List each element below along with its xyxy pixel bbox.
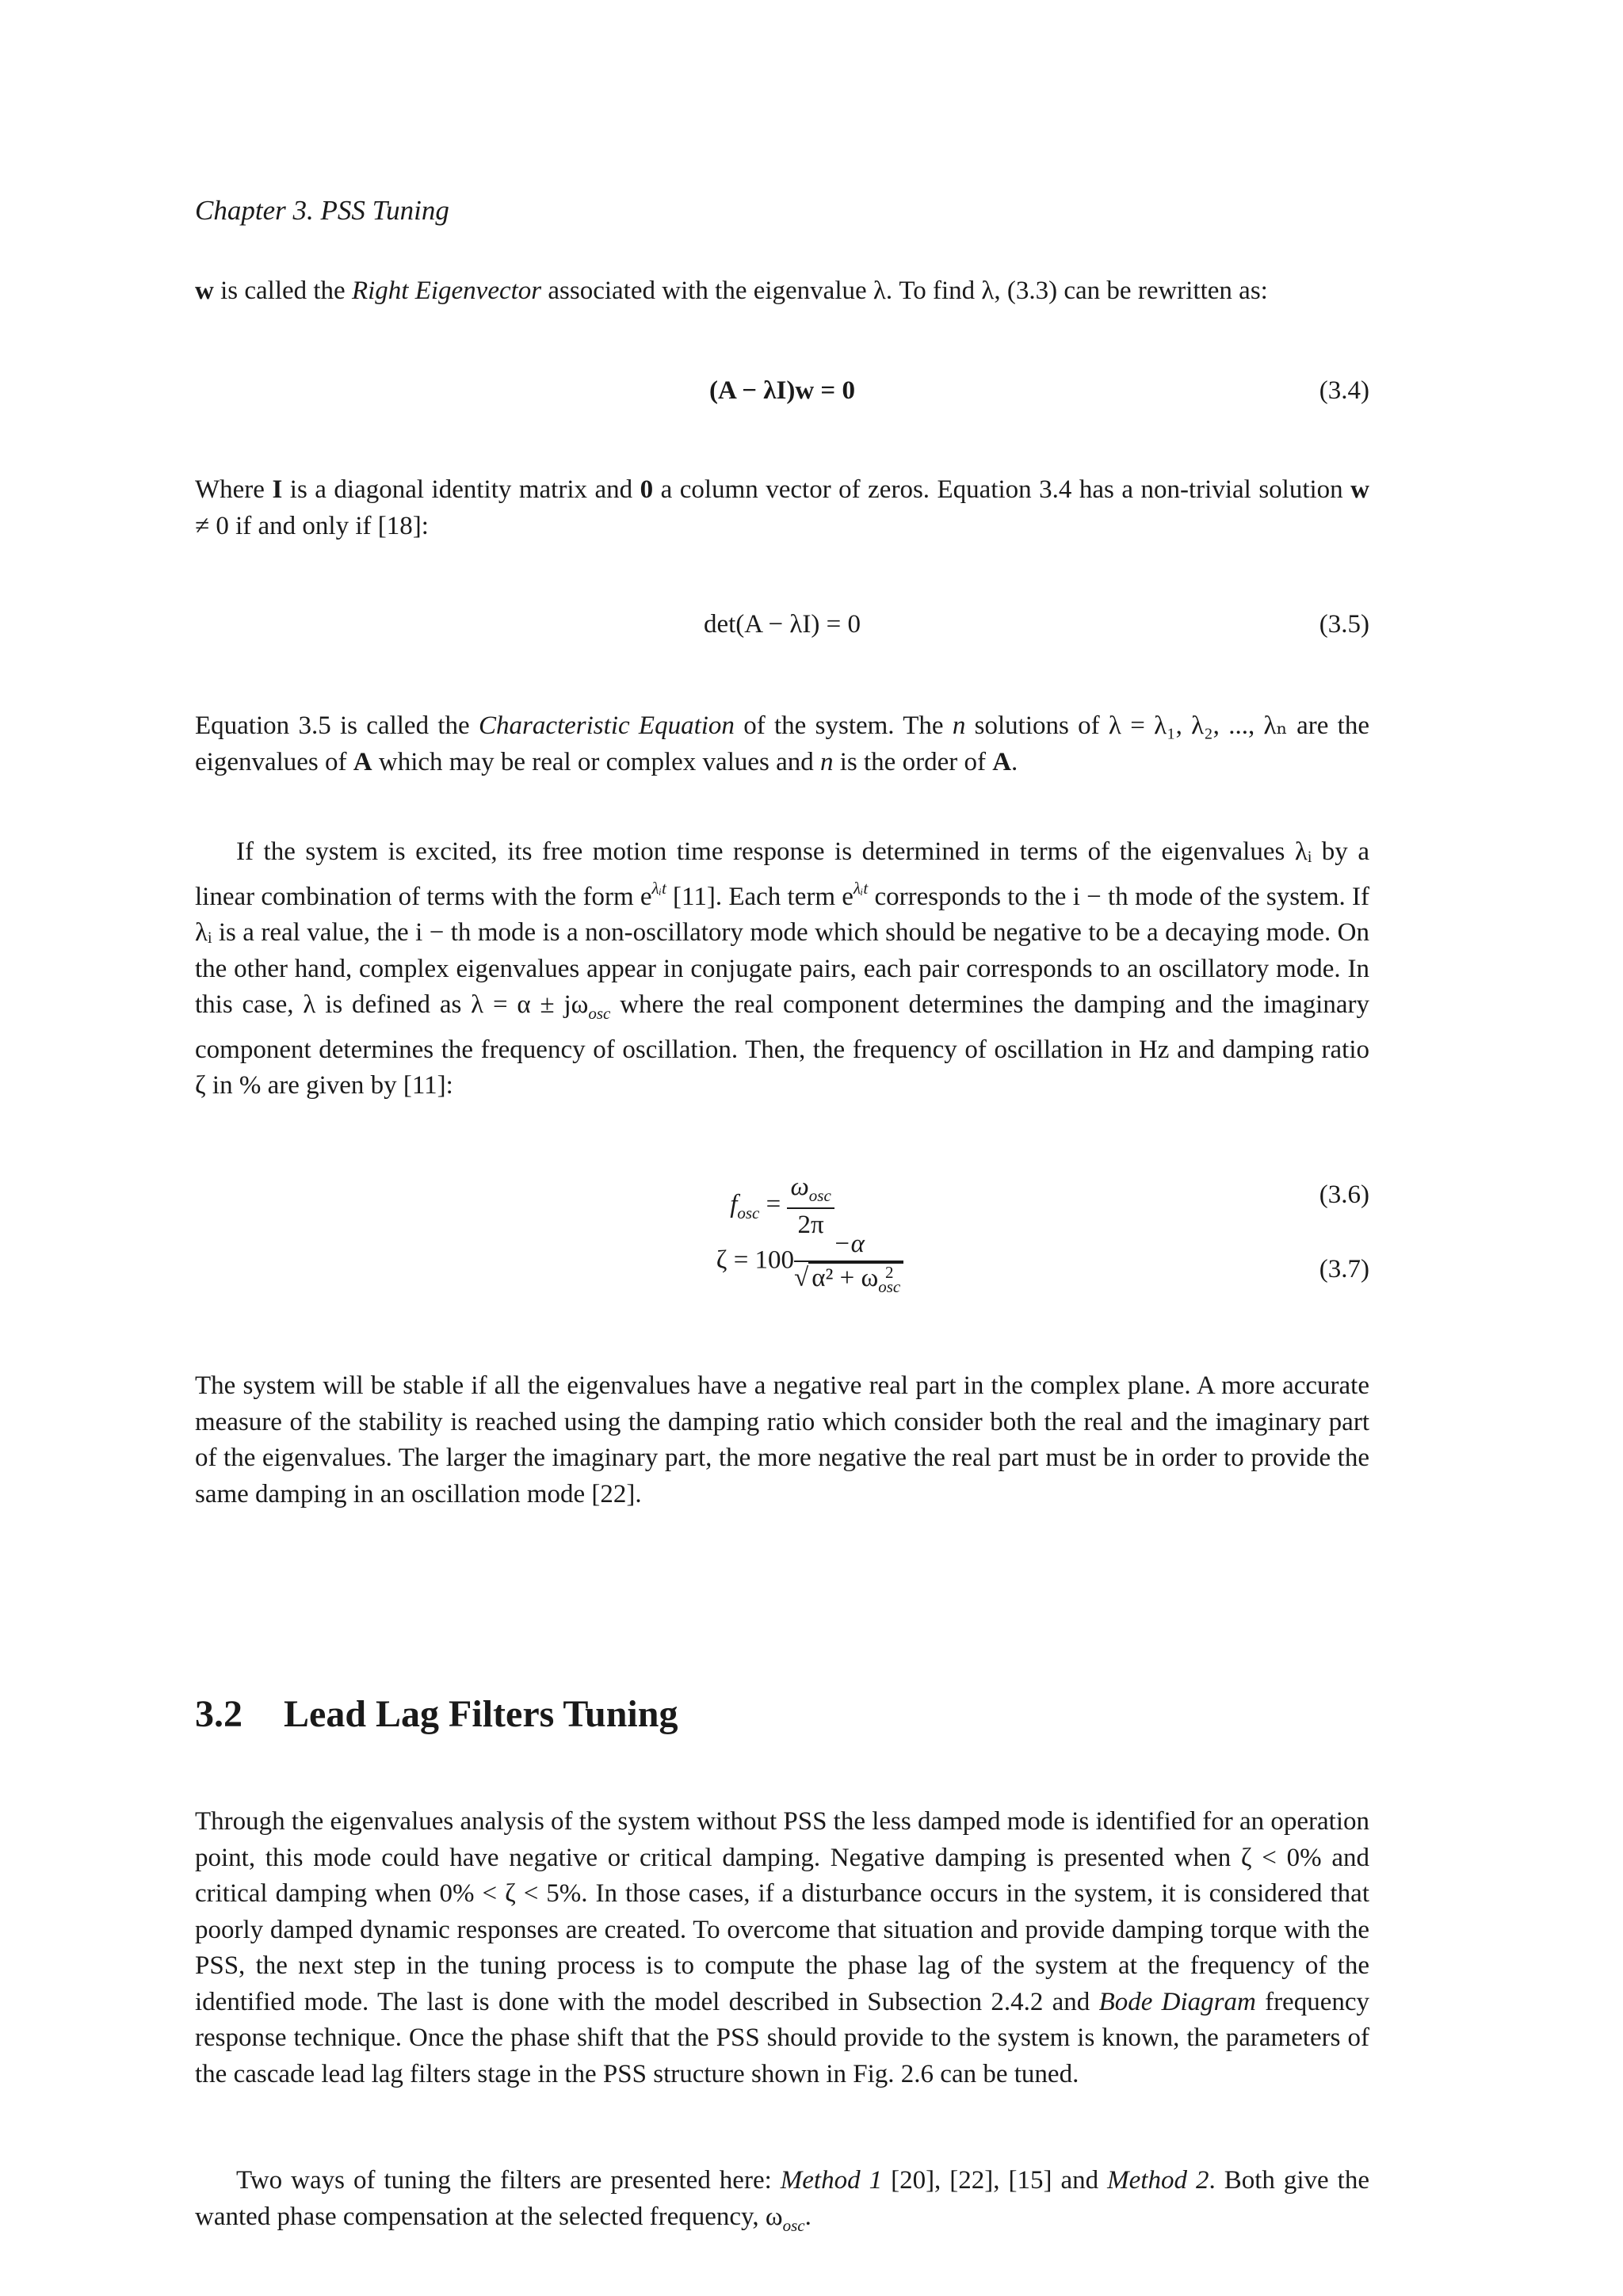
paragraph-eigenvalue-analysis: Through the eigenvalues analysis of the system without PSS the less damped mode is identified for an operation point, this mode could have negative or critical damping. Negative damping is presented when ζ < 0% and critical damping when 0% < ζ < 5%. In those cases, if a disturbance occurs in the system, it is considered that poorly damped dynamic responses are created. To overcome that situation and provide damping torque with the PSS, the next step in the tuning process is to compute the phase lag of the system at the frequency of the identified mode. The last is done with the model described in Subsection 2.4.2 and Bode Diagram frequency response technique. Once the phase shift that the PSS should provide to the system is known, the parameters of the cascade lead lag filters stage in the PSS structure shown in Fig. 2.6 can be tuned.: [195, 1807, 1370, 2088]
equation-number: (3.7): [1319, 1255, 1369, 1283]
running-head: Chapter 3. PSS Tuning: [195, 195, 449, 226]
paragraph-characteristic-equation: Equation 3.5 is called the Characteristic Equation of the system. The n solutions of λ = λ₁, λ₂, ..., λₙ are the eigenvalues of A which may be real or complex values and n is the order of A.: [195, 711, 1369, 776]
equation-number: (3.4): [1319, 376, 1369, 405]
fraction: $\frac{\omega_{osc}}{2\pi}$: [787, 1173, 834, 1240]
paragraph-right-eigenvector: w is called the Right Eigenvector associated with the eigenvalue λ. To find λ, (3.3) can be rewritten as:: [195, 277, 1268, 305]
paragraph-identity-matrix: Where I is a diagonal identity matrix and 0 a column vector of zeros. Equation 3.4 has a non-trivial solution w ≠ 0 if and only if [18]:: [195, 475, 1369, 540]
equation-body: (A − λI)w = 0: [709, 376, 855, 405]
equation-number: (3.5): [1319, 610, 1369, 639]
equation-3-6: [195, 1173, 1369, 1239]
equation-body: ζ = 100 −α √ α² + ω 2 osc: [195, 1230, 1369, 1294]
equation-3-4: [195, 376, 1369, 424]
equation-body: det(A − λI) = 0: [703, 610, 861, 639]
paragraph-time-response: If the system is excited, its free motion time response is determined in terms of the eigenvalues λᵢ by a linear combination of terms with the form $e^{\lambda ᵢt}$ [11]. Each term $e^{\lambda ᵢt}$ corresponds to the i − th mode of the system. If λᵢ is a real value, the i − th mode is a non-oscillatory mode which should be negative to be a decaying mode. On the other hand, complex eigenvalues appear in conjugate pairs, each pair corresponds to an oscillatory mode. In this case, λ is defined as $\lambda = \alpha \pm j\omega_{osc}$ where the real component determines the damping and the imaginary component determines the frequency of oscillation. Then, the frequency of oscillation in Hz and damping ratio ζ in % are given by [11]:: [195, 837, 1370, 1100]
fraction: −α √ α² + ω 2 osc: [794, 1230, 903, 1294]
section-heading: 3.2 Lead Lag Filters Tuning: [195, 1693, 678, 1735]
equation-body: $f_{osc}$ = $\frac{\omega_{osc}}{2\pi}$: [195, 1173, 1369, 1240]
paragraph-tuning-methods: Two ways of tuning the filters are presented here: Method 1 [20], [22], [15] and Method 2. Both give the wanted phase compensation at the selected frequency, $\omega_{osc}$.: [195, 2166, 1370, 2235]
paragraph-stability: The system will be stable if all the eigenvalues have a negative real part in the complex plane. A more accurate measure of the stability is reached using the damping ratio which consider both the real and the imaginary part of the eigenvalues. The larger the imaginary part, the more negative the real part must be in order to provide the same damping in an oscillation mode [22].: [195, 1371, 1369, 1508]
equation-number: (3.6): [1319, 1180, 1369, 1209]
equation-3-5: [195, 610, 1369, 658]
equation-3-7: [195, 1230, 1369, 1305]
